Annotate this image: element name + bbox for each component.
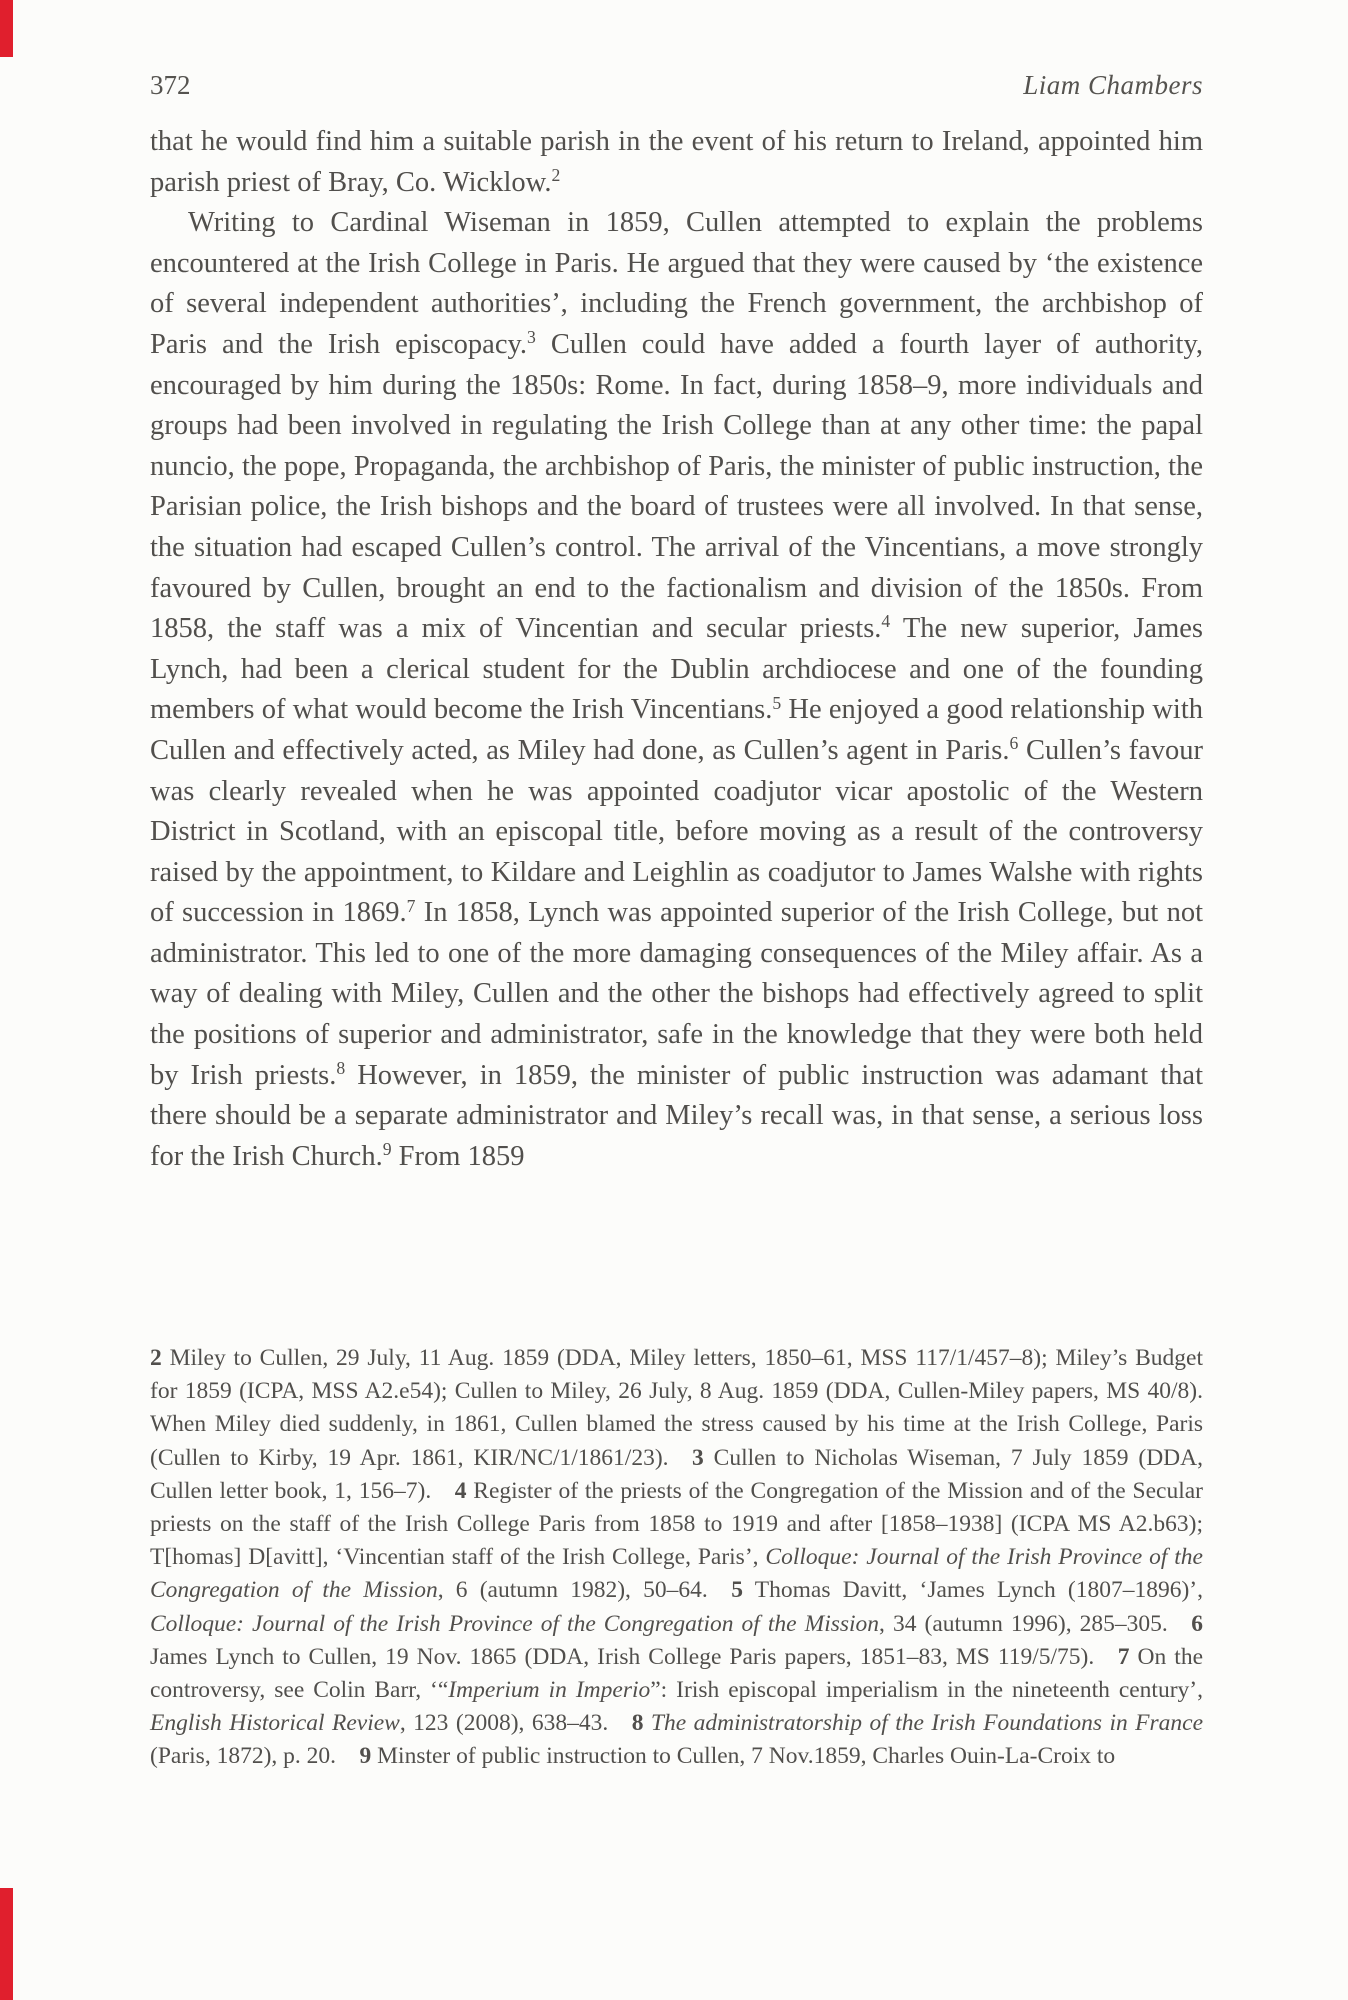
footnote-number: 6: [1191, 1610, 1204, 1637]
text-run: Register of the priests of the Congregation of the Mission and of the Secular priests on the staff of the Irish College Paris from 1858 to 1919 and after [1858–1938] (ICPA MS A2.b63); T[homas] D[avitt], ‘Vincentian staff of the Irish College, Paris’,: [150, 1477, 1203, 1571]
footnote-reference: 6: [1009, 733, 1019, 754]
page-number: 372: [150, 70, 191, 100]
text-run: Writing to Cardinal Wiseman in 1859, Cullen attempted to explain the problems encountered at the Irish College in Paris. He argued that they were caused by ‘the existence of several independent authorities’, including the French government, the archbishop of Paris and the Irish episcopacy.: [150, 207, 1203, 360]
text-run: Cullen to Nicholas Wiseman, 7 July 1859 (DDA, Cullen letter book, 1, 156–7).: [150, 1444, 1203, 1504]
text-run: James Lynch to Cullen, 19 Nov. 1865 (DDA, Irish College Paris papers, 1851–83, MS 119/5/75).: [150, 1643, 1118, 1670]
footnote-number: 9: [359, 1743, 372, 1770]
text-run: , 34 (autumn 1996), 285–305.: [879, 1610, 1192, 1637]
italic-text: The administratorship of the Irish Foundations in France: [650, 1710, 1204, 1737]
footnote-number: 2: [150, 1345, 162, 1371]
footnote-reference: 7: [406, 895, 416, 916]
footnote-number: 5: [731, 1577, 744, 1604]
italic-text: English Historical Review: [150, 1710, 400, 1737]
footnote-reference: 8: [336, 1057, 346, 1078]
text-run: On the controversy, see Colin Barr, ‘“: [150, 1643, 1203, 1704]
text-run: Miley to Cullen, 29 July, 11 Aug. 1859 (DDA, Miley letters, 1850–61, MSS 117/1/457–8); Miley’s Budget for 1859 (ICPA, MSS A2.e54); Cullen to Miley, 26 July, 8 Aug. 1859 (DDA, Cullen-Miley papers, MS 40/8). When Miley died suddenly, in 1861, Cullen blamed the stress caused by his time at the Irish College, Paris (Cullen to Kirby, 19 Apr. 1861, KIR/NC/1/1861/23).: [150, 1345, 1203, 1471]
page-header: [150, 70, 1203, 101]
text-run: In 1858, Lynch was appointed superior of the Irish College, but not administrator. This led to one of the more damaging consequences of the Miley affair. As a way of dealing with Miley, Cullen and the other the bishops had effectively agreed to split the positions of superior and administrator, safe in the knowledge that they were both held by Irish priests.: [150, 897, 1203, 1091]
footnote-number: 7: [1117, 1643, 1130, 1670]
text-run: , 123 (2008), 638–43.: [399, 1710, 632, 1737]
footnote-reference: 4: [881, 611, 891, 632]
text-run: From 1859: [391, 1140, 525, 1172]
text-run: that he would find him a suitable parish in the event of his return to Ireland, appointed him parish priest of Bray, Co. Wicklow.: [150, 126, 1203, 198]
text-run: Cullen’s favour was clearly revealed when he was appointed coadjutor vicar apostolic of the Western District in Scotland, with an episcopal title, before moving as a result of the controversy raised by the appointment, to Kildare and Leighlin as coadjutor to James Walshe with rights of succession in 1869.: [150, 734, 1203, 929]
footnotes: [150, 1342, 1203, 1774]
text-run: He enjoyed a good relationship with Cullen and effectively acted, as Miley had done, as Cullen’s agent in Paris.: [150, 694, 1203, 766]
text-run: Minster of public instruction to Cullen, 7 Nov.1859, Charles Ouin-La-Croix to: [371, 1743, 1116, 1770]
text-run: Cullen could have added a fourth layer of authority, encouraged by him during the 1850s: Rome. In fact, during 1858–9, more individuals and groups had been involved in regulating the Irish College than at any other time: the papal nuncio, the pope, Propaganda, the archbishop of Paris, the minister of public instruction, the Parisian police, the Irish bishops and the board of trustees were all involved. In that sense, the situation had escaped Cullen’s control. The arrival of the Vincentians, a move strongly favoured by Cullen, brought an end to the factionalism and division of the 1850s. From 1858, the staff was a mix of Vincentian and secular priests.: [150, 328, 1203, 645]
text-run: ”: Irish episcopal imperialism in the nineteenth century’,: [650, 1677, 1203, 1704]
footnote-number: 3: [692, 1444, 704, 1471]
italic-text: Colloque: Journal of the Irish Province of the Congregation of the Mission: [150, 1544, 1203, 1604]
footnote-reference: 9: [382, 1139, 392, 1160]
footnote-reference: 3: [527, 327, 536, 348]
running-head: Liam Chambers: [1023, 70, 1203, 100]
text-run: Thomas Davitt, ‘James Lynch (1807–1896)’,: [743, 1577, 1204, 1604]
italic-text: Colloque: Journal of the Irish Province of the Congregation of the Mission: [150, 1610, 880, 1637]
scan-edge-artifact-bottom: [0, 1888, 13, 2000]
italic-text: Imperium in Imperio: [448, 1677, 651, 1704]
scan-edge-artifact-top: [0, 0, 13, 57]
text-run: [643, 1710, 650, 1736]
footnote-reference: 5: [772, 692, 782, 713]
body-paragraph: [150, 203, 1203, 1177]
text-run: However, in 1859, the minister of public instruction was adamant that there should be a separate administrator and Miley’s recall was, in that sense, a serious loss for the Irish Church.: [150, 1059, 1203, 1172]
body-paragraph: [150, 122, 1203, 203]
footnote-number: 8: [631, 1710, 644, 1737]
footnote-number: 4: [454, 1477, 467, 1504]
text-run: (Paris, 1872), p. 20.: [150, 1743, 360, 1770]
body-text: [150, 122, 1203, 1177]
footnote-reference: 2: [551, 164, 561, 185]
text-run: The new superior, James Lynch, had been a clerical student for the Dublin archdiocese and one of the founding members of what would become the Irish Vincentians.: [150, 613, 1203, 726]
text-run: , 6 (autumn 1982), 50–64.: [437, 1577, 732, 1604]
